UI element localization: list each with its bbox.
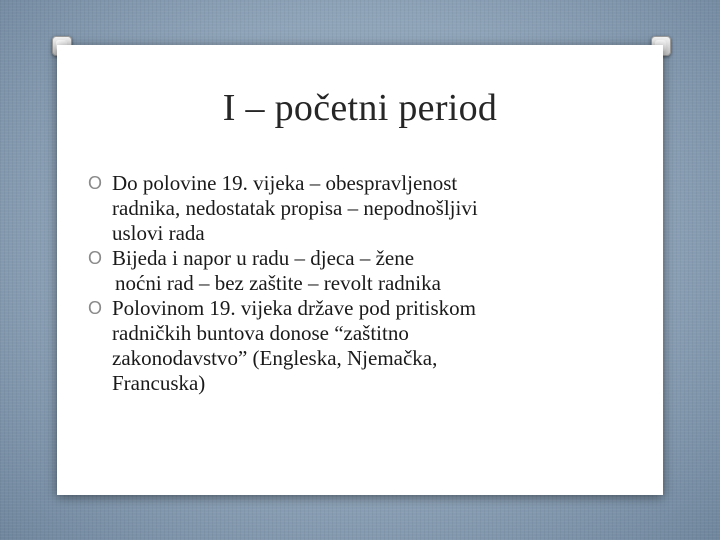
bullet-line: zakonodavstvo” (Engleska, Njemačka, (112, 346, 438, 370)
slide-content (88, 171, 648, 396)
bullet-marker-icon: O (88, 298, 103, 318)
bullet-item (88, 296, 648, 396)
bullet-line: radnika, nedostatak propisa – nepodnošljivi (112, 196, 478, 220)
bullet-line: noćni rad – bez zaštite – revolt radnika (115, 271, 441, 295)
bullet-item (88, 171, 648, 246)
bullet-line: uslovi rada (112, 221, 205, 245)
bullet-line: Bijeda i napor u radu – djeca – žene (112, 246, 415, 270)
bullet-line: Francuska) (112, 371, 206, 395)
bullet-item (88, 246, 648, 296)
bullet-line: Do polovine 19. vijeka – obespravljenost (112, 171, 458, 195)
bullet-marker-icon: O (88, 248, 103, 268)
bullet-line: Polovinom 19. vijeka države pod pritiskom (112, 296, 476, 320)
bullet-line: radničkih buntova donose “zaštitno (112, 321, 409, 345)
slide-title: I – početni period (222, 87, 498, 129)
bullet-marker-icon: O (88, 173, 103, 193)
